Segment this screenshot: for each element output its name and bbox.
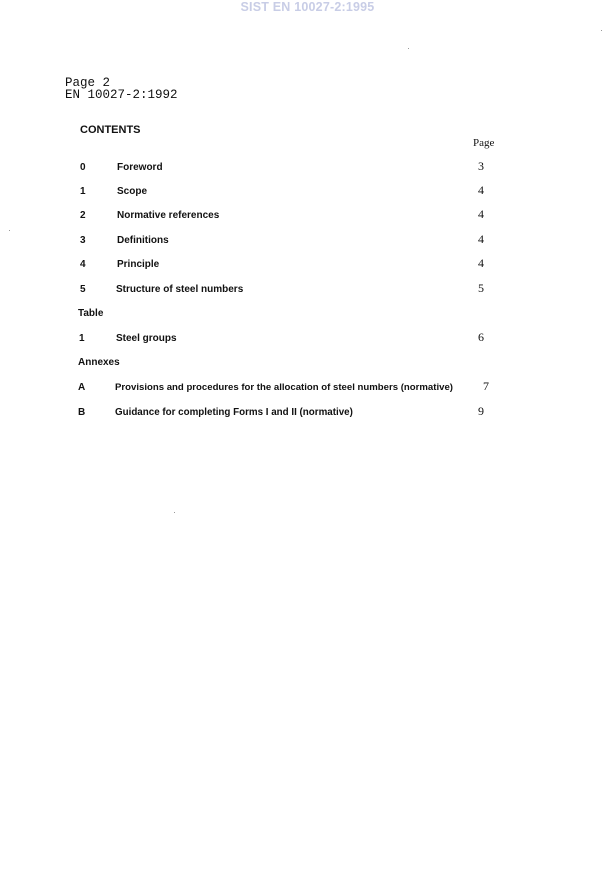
scan-speck <box>408 48 409 49</box>
toc-entry-page: 4 <box>478 256 484 270</box>
toc-entry-page: 4 <box>478 207 484 221</box>
toc-entry <box>0 207 615 226</box>
toc-entry-number: 0 <box>80 162 86 173</box>
toc-entry-number: 2 <box>80 210 86 221</box>
toc-annex-entry <box>0 404 615 423</box>
watermark: SIST EN 10027-2:1995 <box>240 0 375 14</box>
scan-speck <box>174 512 175 513</box>
toc-entry-title: Provisions and procedures for the allocation of steel numbers (normative) <box>115 382 453 393</box>
toc-entry-title: Structure of steel numbers <box>116 284 244 295</box>
page-column-heading: Page <box>473 137 495 149</box>
toc-entry-page: 7 <box>483 379 489 393</box>
toc-entry-number: A <box>78 382 86 393</box>
contents-heading: CONTENTS <box>80 124 141 136</box>
toc-entry <box>0 281 615 300</box>
toc-entry-title: Guidance for completing Forms I and II (normative) <box>115 407 353 418</box>
toc-entry-title: Scope <box>117 186 148 197</box>
scan-speck <box>9 230 10 231</box>
toc-annex-entry <box>0 379 615 398</box>
toc-entry-page: 4 <box>478 232 484 246</box>
toc-table-entry <box>0 330 615 349</box>
annexes-section-heading: Annexes <box>78 357 120 368</box>
page-number: Page 2 <box>65 76 111 90</box>
toc-entry-page: 6 <box>478 330 484 344</box>
toc-entry-title: Foreword <box>117 162 163 173</box>
scan-speck <box>601 30 602 31</box>
toc-entry <box>0 159 615 178</box>
toc-entry-page: 3 <box>478 159 484 173</box>
toc-entry-number: 4 <box>80 259 86 270</box>
toc-entry <box>0 256 615 275</box>
toc-entry-title: Principle <box>117 259 160 270</box>
toc-entry-title: Steel groups <box>116 333 177 344</box>
table-section-heading: Table <box>78 308 104 319</box>
document-reference: EN 10027-2:1992 <box>65 88 178 102</box>
toc-entry-title: Definitions <box>117 235 169 246</box>
toc-entry-number: B <box>78 407 86 418</box>
toc-entry-number: 5 <box>80 284 86 295</box>
toc-entry-number: 3 <box>80 235 86 246</box>
toc-entry-page: 9 <box>478 404 484 418</box>
toc-entry-number: 1 <box>80 186 86 197</box>
toc-entry-number: 1 <box>79 333 85 344</box>
toc-entry-page: 4 <box>478 183 484 197</box>
toc-entry-page: 5 <box>478 281 484 295</box>
toc-entry <box>0 183 615 202</box>
toc-entry <box>0 232 615 251</box>
toc-entry-title: Normative references <box>117 210 220 221</box>
